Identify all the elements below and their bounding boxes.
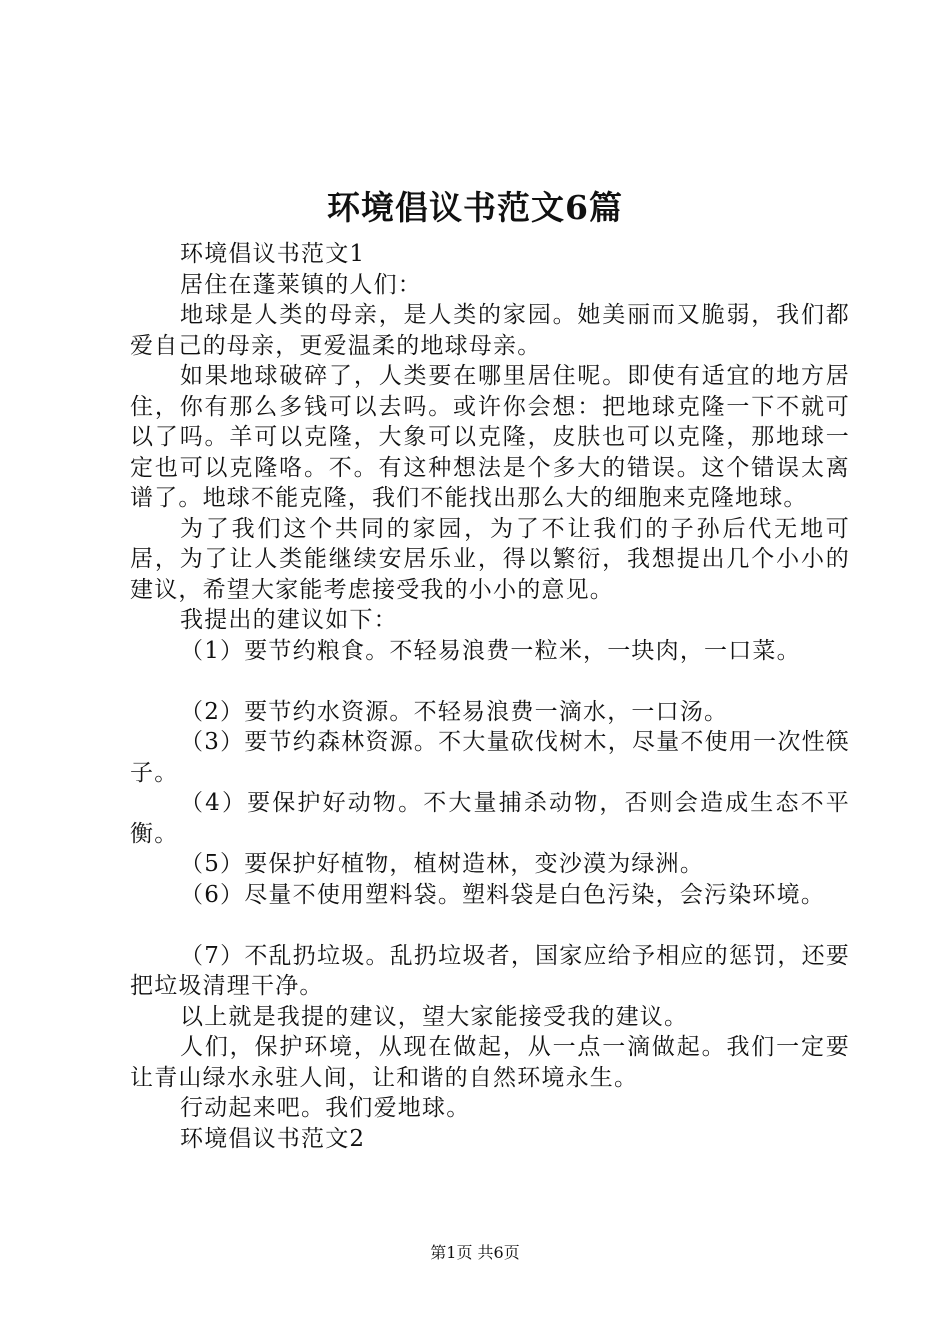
paragraph: 地球是人类的母亲，是人类的家园。她美丽而又脆弱，我们都爱自己的母亲，更爱温柔的地球母亲。: [130, 302, 850, 359]
paragraph: 人们，保护环境，从现在做起，从一点一滴做起。我们一定要让青山绿水永驻人间，让和谐的自然环境永生。: [130, 1034, 850, 1091]
suggestion-item-3: （3）要节约森林资源。不大量砍伐树木，尽量不使用一次性筷子。: [130, 729, 850, 786]
suggestion-item-4: （4）要保护好动物。不大量捕杀动物，否则会造成生态不平衡。: [130, 790, 850, 847]
suggestion-item-6: （6）尽量不使用塑料袋。塑料袋是白色污染，会污染环境。: [180, 881, 826, 908]
document-body: [130, 239, 850, 1154]
section-heading-1: 环境倡议书范文1: [180, 241, 366, 267]
section-heading-2: 环境倡议书范文2: [180, 1125, 366, 1152]
blank-line: [130, 666, 850, 697]
paragraph: 行动起来吧。我们爱地球。: [180, 1095, 471, 1121]
salutation: 居住在蓬莱镇的人们：: [180, 271, 422, 298]
document-title: 环境倡议书范文6篇: [327, 188, 623, 227]
suggestion-item-5: （5）要保护好植物，植树造林，变沙漠为绿洲。: [180, 851, 705, 877]
paragraph: 以上就是我提的建议，望大家能接受我的建议。: [180, 1003, 689, 1030]
suggestion-item-7: （7）不乱扔垃圾。乱扔垃圾者，国家应给予相应的惩罚，还要把垃圾清理干净。: [130, 942, 850, 999]
page-footer: 第1页 共6页: [430, 1243, 520, 1262]
suggestion-item-2: （2）要节约水资源。不轻易浪费一滴水，一口汤。: [180, 698, 729, 725]
paragraph: 为了我们这个共同的家园，为了不让我们的子孙后代无地可居，为了让人类能继续安居乐业，得以繁衍，我想提出几个小小的建议，希望大家能考虑接受我的小小的意见。: [130, 515, 850, 603]
paragraph: 如果地球破碎了，人类要在哪里居住呢。即使有适宜的地方居住，你有那么多钱可以去吗。或许你会想：把地球克隆一下不就可以了吗。羊可以克隆，大象可以克隆，皮肤也可以克隆，那地球一定也可以克隆咯。不。有这种想法是个多大的错误。这个错误太离谱了。地球不能克隆，我们不能找出那么大的细胞来克隆地球。: [130, 363, 850, 511]
blank-line: [130, 910, 850, 941]
paragraph: 我提出的建议如下：: [180, 607, 398, 633]
suggestion-item-1: （1）要节约粮食。不轻易浪费一粒米，一块肉，一口菜。: [180, 637, 801, 664]
